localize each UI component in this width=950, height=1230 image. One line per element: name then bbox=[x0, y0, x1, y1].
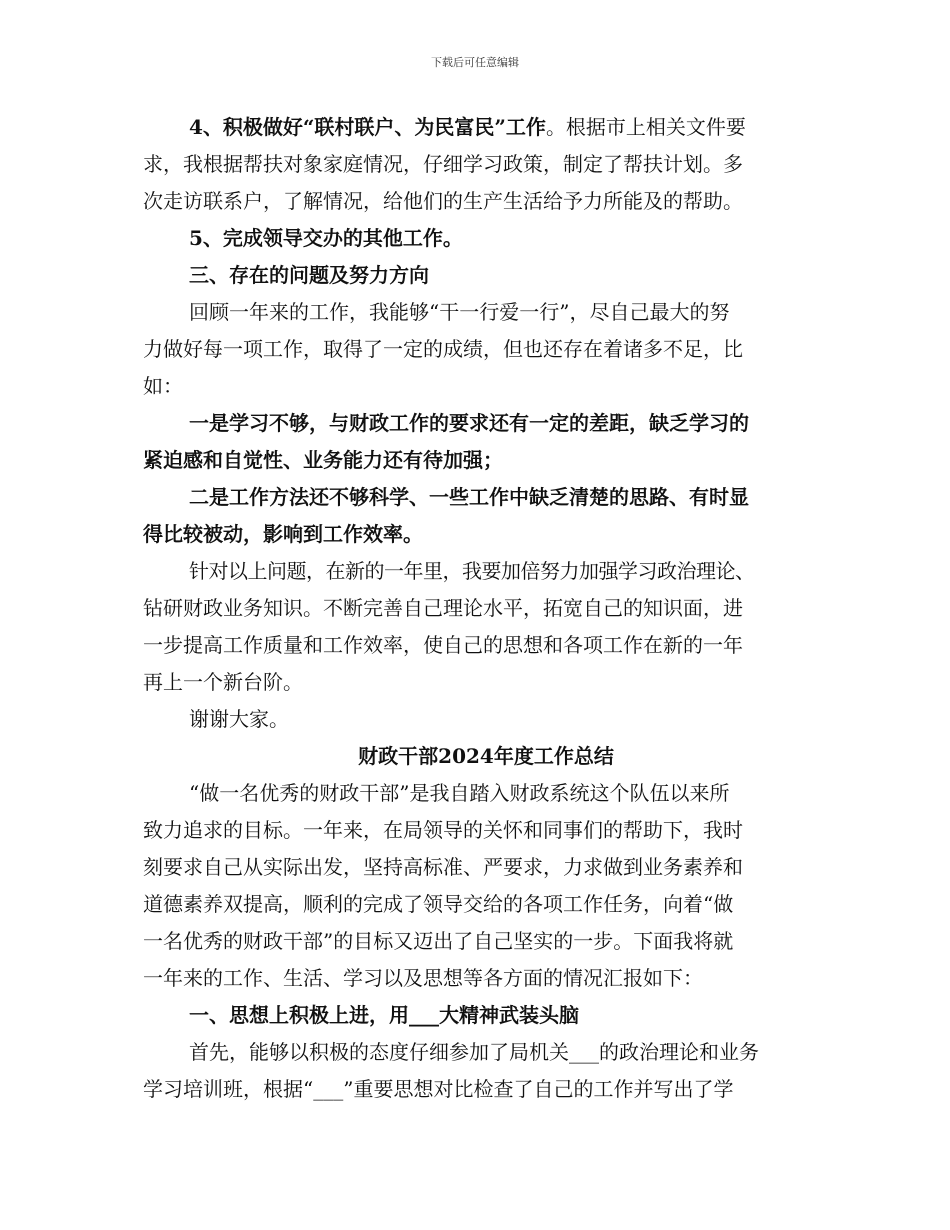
line-text: 。根据市上相关文件要 bbox=[545, 115, 746, 139]
section-heading: 三、存在的问题及努力方向 bbox=[189, 263, 429, 287]
paragraph-line: 一步提高工作质量和工作效率，使自己的思想和各项工作在新的一年 bbox=[143, 633, 743, 657]
paragraph-line: 5、完成领导交办的其他工作。 bbox=[189, 226, 463, 250]
paragraph-line: 钻研财政业务知识。不断完善自己理论水平，拓宽自己的知识面，进 bbox=[143, 596, 743, 620]
paragraph-line: 一名优秀的财政干部”的目标又迈出了自己坚实的一步。下面我将就 bbox=[143, 929, 734, 953]
paragraph-line bbox=[143, 113, 819, 150]
bold-lead: 4、积极做好“联村联户、为民富民”工作 bbox=[189, 115, 546, 139]
section-heading: 一、思想上积极上进，用___大精神武装头脑 bbox=[189, 1003, 579, 1027]
paragraph-line: 一是学习不够，与财政工作的要求还有一定的差距，缺乏学习的 bbox=[189, 411, 749, 435]
paragraph-line: 一年来的工作、生活、学习以及思想等各方面的情况汇报如下： bbox=[143, 966, 703, 990]
paragraph-line: 再上一个新台阶。 bbox=[143, 670, 303, 694]
page-header-note: 下载后可任意编辑 bbox=[431, 56, 519, 69]
paragraph-line: 首先，能够以积极的态度仔细参加了局机关___的政治理论和业务 bbox=[189, 1040, 759, 1064]
paragraph-line: 致力追求的目标。一年来，在局领导的关怀和同事们的帮助下，我时 bbox=[143, 818, 743, 842]
document-title bbox=[143, 742, 819, 779]
paragraph-line: 紧迫感和自觉性、业务能力还有待加强； bbox=[143, 448, 503, 472]
document-body bbox=[143, 113, 819, 1112]
paragraph-line: 二是工作方法还不够科学、一些工作中缺乏清楚的思路、有时显 bbox=[189, 485, 749, 509]
paragraph-line: 得比较被动，影响到工作效率。 bbox=[143, 522, 423, 546]
paragraph-line: “做一名优秀的财政干部”是我自踏入财政系统这个队伍以来所 bbox=[189, 781, 730, 805]
paragraph-line: 针对以上问题，在新的一年里，我要加倍努力加强学习政治理论、 bbox=[189, 559, 755, 583]
paragraph-line: 道德素养双提高，顺利的完成了领导交给的各项工作任务，向着“做 bbox=[143, 892, 734, 916]
paragraph-line: 如： bbox=[143, 374, 183, 398]
paragraph-line: 求，我根据帮扶对象家庭情况，仔细学习政策，制定了帮扶计划。多 bbox=[143, 152, 743, 176]
paragraph-line: 刻要求自己从实际出发，坚持高标准、严要求，力求做到业务素养和 bbox=[143, 855, 743, 879]
paragraph-line: 力做好每一项工作，取得了一定的成绩，但也还存在着诸多不足，比 bbox=[143, 337, 743, 361]
paragraph-line: 次走访联系户，了解情况，给他们的生产生活给予力所能及的帮助。 bbox=[143, 189, 743, 213]
paragraph-line: 学习培训班，根据“___”重要思想对比检查了自己的工作并写出了学 bbox=[143, 1077, 734, 1101]
paragraph-line: 谢谢大家。 bbox=[189, 707, 289, 731]
title-text: 财政干部2024年度工作总结 bbox=[358, 744, 614, 768]
paragraph-line: 回顾一年来的工作，我能够“干一行爱一行”，尽自己最大的努 bbox=[189, 300, 730, 324]
